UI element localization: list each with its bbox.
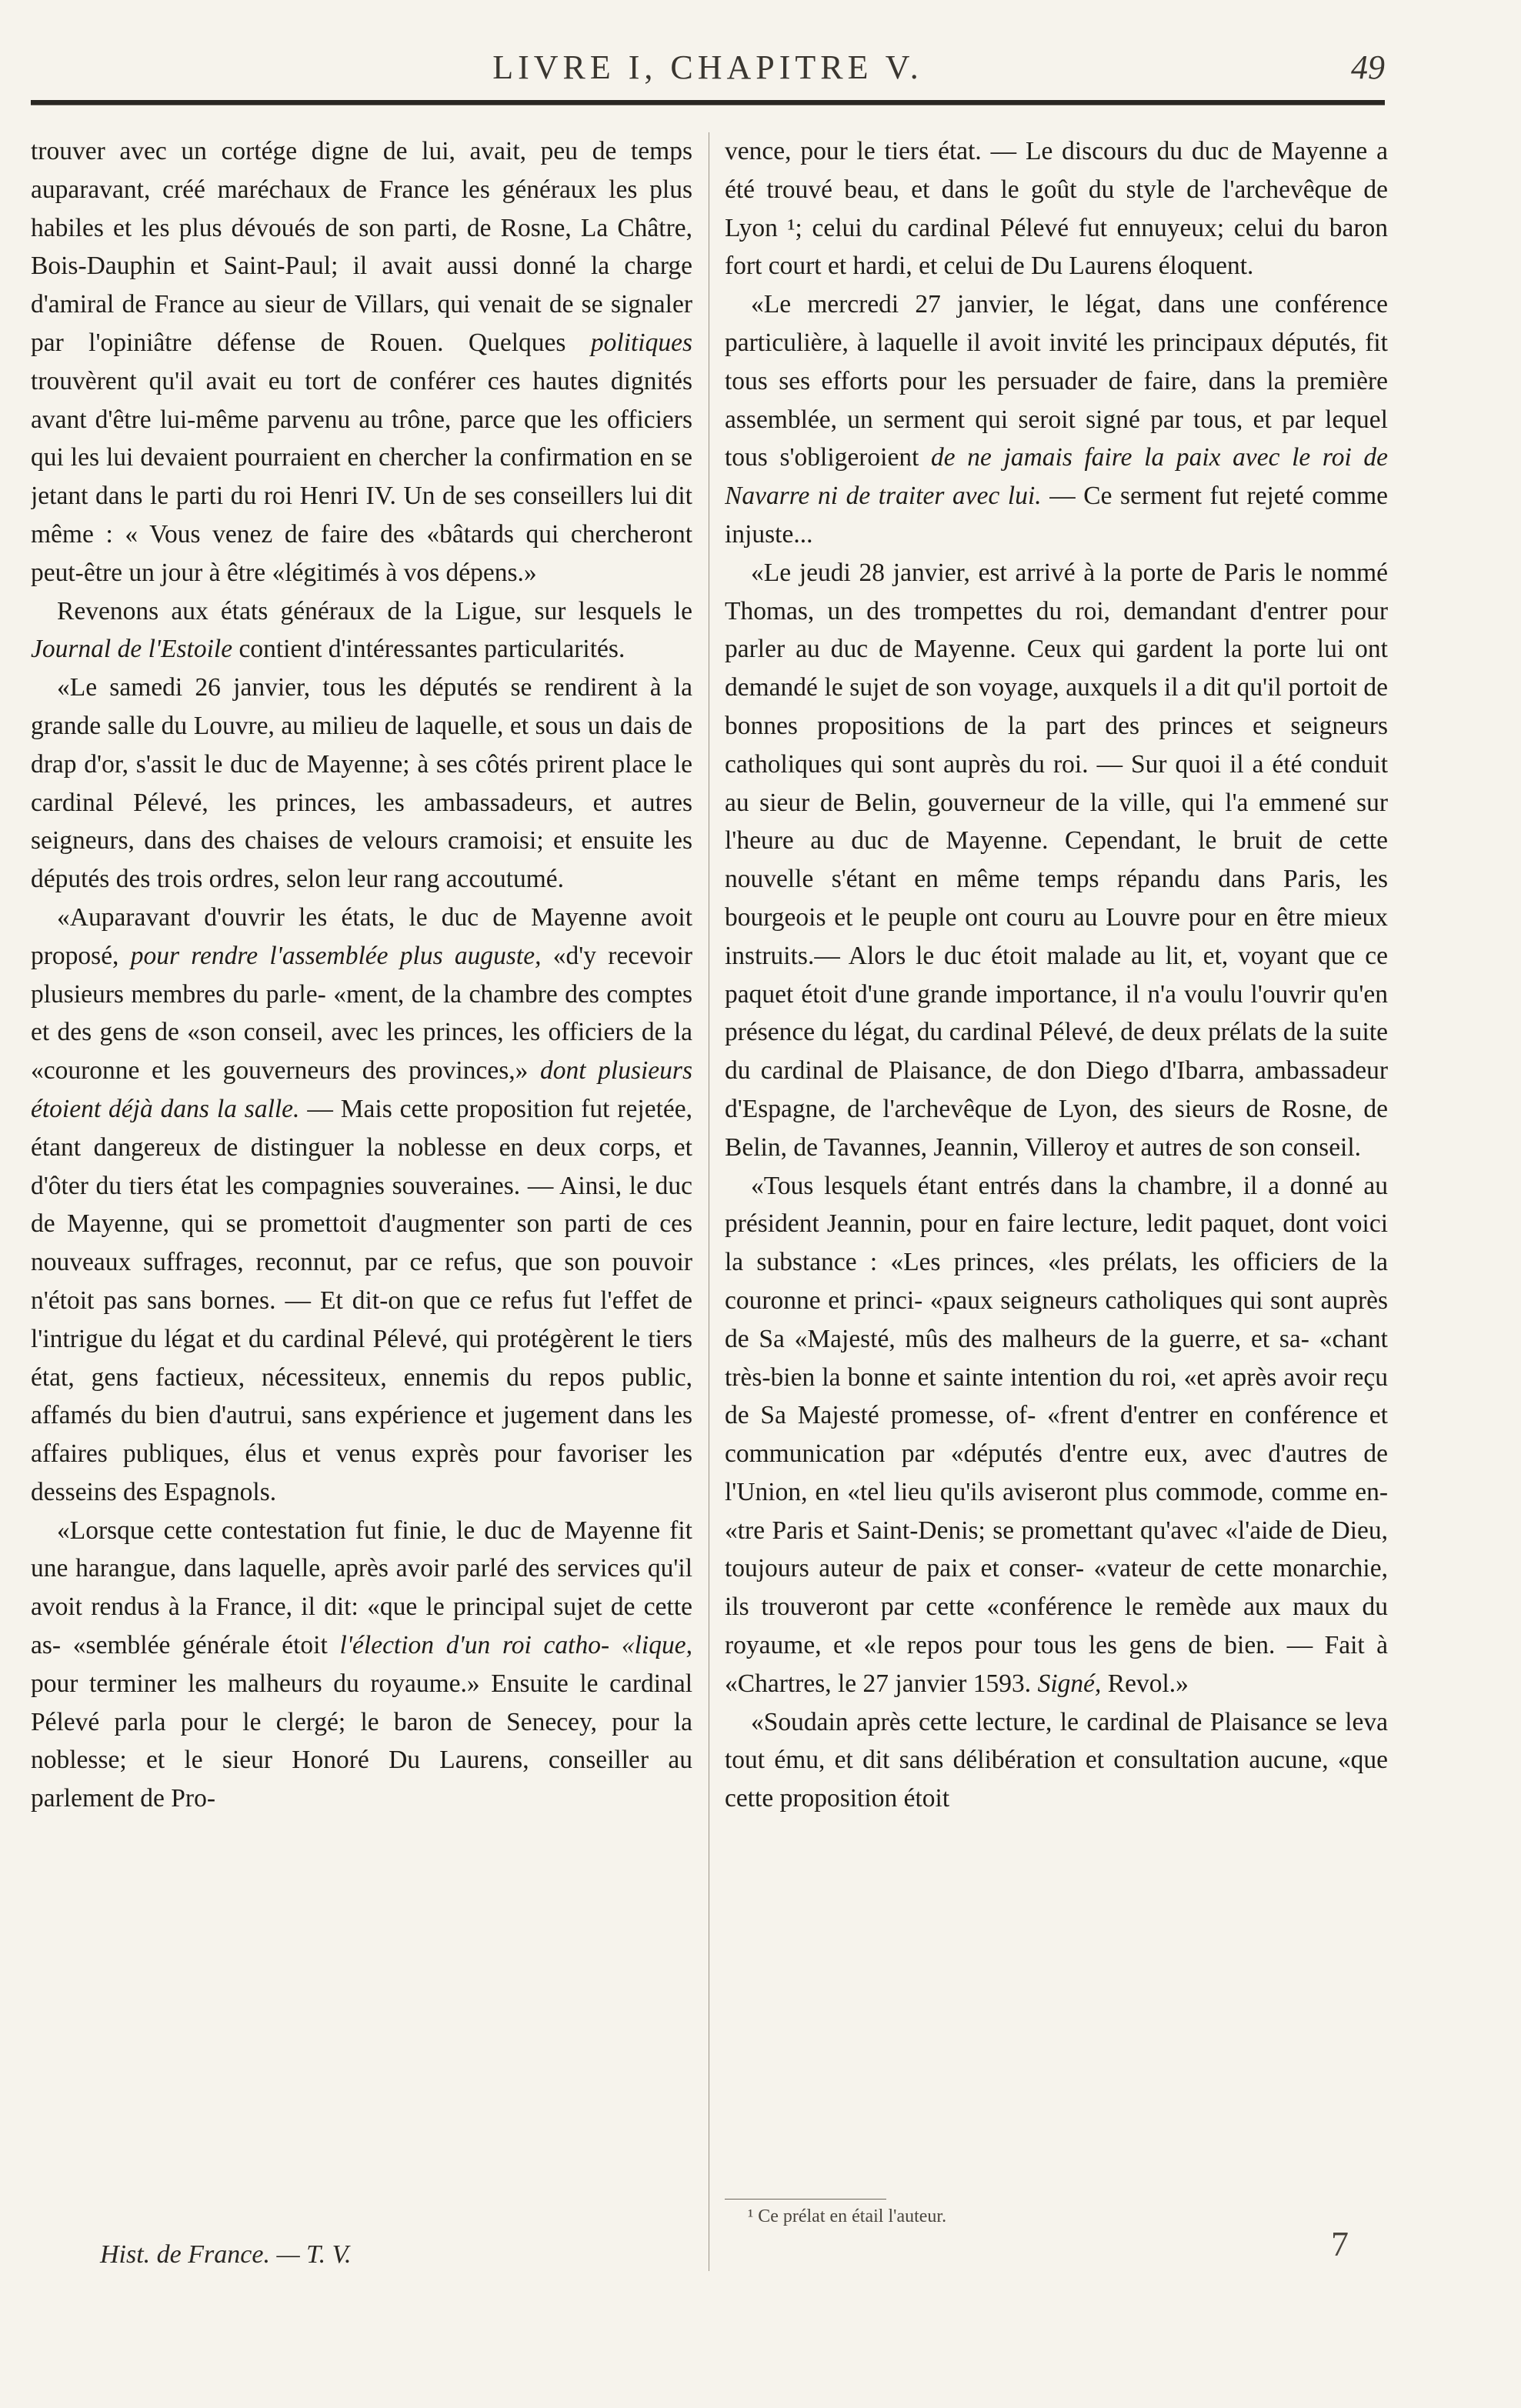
- paragraph: [31, 669, 692, 899]
- footnote-rule: [725, 2199, 886, 2200]
- text-run: — Ce serment fut rejeté comme injuste...: [725, 482, 1388, 549]
- italic-text: pour rendre l'assemblée plus auguste,: [130, 941, 542, 970]
- running-head: [31, 48, 1385, 103]
- paragraph: [725, 285, 1388, 554]
- text-run: trouver avec un cortége digne de lui, avait, peu de temps auparavant, créé maréchaux de France les généraux les plus habiles et les plus dévoués de son parti, de Rosne, La Châtre, Bois-Dauphin et Saint-Paul; il avait aussi donné la charge d'amiral de France au sieur de Villars, qui venait de se signaler par l'opiniâtre défense de Rouen. Quelques: [31, 137, 692, 357]
- text-run: Revenons aux états généraux de la Ligue, sur lesquels le: [57, 596, 692, 625]
- italic-text: Journal de l'Estoile: [31, 635, 233, 664]
- text-run: contient d'intéressantes particularités.: [232, 635, 625, 664]
- italic-text: l'élection d'un roi catho- «lique,: [339, 1631, 692, 1660]
- signature-line: Hist. de France. — T. V.: [100, 2240, 352, 2269]
- text-run: vence, pour le tiers état. — Le discours du duc de Mayenne a été trouvé beau, et dans le goût du style de l'archevêque de Lyon ¹; celui du cardinal Pélevé fut ennuyeux; celui du baron fort court et hardi, et celui de Du Laurens éloquent.: [725, 137, 1388, 281]
- text-run: «Lorsque cette contestation fut finie, le duc de Mayenne fit une harangue, dans laquelle, après avoir parlé des services qu'il avoit rendus à la France, il dit: «que le principal sujet de cette as- «semblée générale étoit: [31, 1516, 692, 1660]
- text-run: «d'y recevoir plusieurs membres du parle- «ment, de la chambre des comptes et des gens de «son conseil, avec les princes, les officiers de la «couronne et les gouverneurs des provinces,»: [31, 941, 692, 1086]
- running-title: LIVRE I, CHAPITRE V.: [492, 48, 923, 86]
- page-number: 49: [1351, 48, 1385, 86]
- text-run: «Le samedi 26 janvier, tous les députés se rendirent à la grande salle du Louvre, au milieu de laquelle, et sous un dais de drap d'or, s'assit le duc de Mayenne; à ses côtés prirent place le cardinal Pélevé, les princes, les ambassadeurs, et autres seigneurs, dans des chaises de velours cramoisi; et ensuite les députés des trois ordres, selon leur rang accoutumé.: [31, 673, 692, 894]
- italic-text: politiques: [590, 328, 692, 357]
- paragraph: [31, 1512, 692, 1818]
- paragraph: [725, 1703, 1388, 1818]
- text-run: «Le mercredi 27 janvier, le légat, dans une conférence particulière, à laquelle il avoit invité les principaux députés, fit tous ses efforts pour les persuader de faire, dans la première assemblée, un serment qui seroit signé par tous, et par lequel tous s'obligeroient: [725, 290, 1388, 472]
- text-run: «Soudain après cette lecture, le cardinal de Plaisance se leva tout ému, et dit sans délibération et consultation aucune, «que cette proposition étoit: [725, 1707, 1388, 1813]
- text-run: trouvèrent qu'il avait eu tort de conférer ces hautes dignités avant d'être lui-même parvenu au trône, parce que les officiers qui les lui devaient pourraient en chercher la confirmation en se jetant dans le parti du roi Henri IV. Un de ses conseillers lui dit même : « Vous venez de faire des «bâtards qui chercheront peut-être un jour à être «légitimés à vos dépens.»: [31, 366, 692, 587]
- left-column: [31, 132, 692, 2256]
- paragraph: [725, 1167, 1388, 1703]
- text-run: «Tous lesquels étant entrés dans la chambre, il a donné au président Jeannin, pour en faire lecture, ledit paquet, dont voici la substance : «Les princes, «les prélats, les officiers de la couronne et princi- «paux seigneurs catholiques qui sont auprès de Sa «Majesté, mûs des malheurs de la guerre, et sa- «chant très-bien la bonne et sainte intention du roi, «et après avoir reçu de Sa Majesté promesse, of- «frent d'entrer en conférence et communication par «députés d'entre eux, avec d'autres de l'Union, en «tel lieu qu'ils aviseront plus commode, comme en- «tre Paris et Saint-Denis; se promettant qu'avec «l'aide de Dieu, toujours auteur de paix et conser- «vateur de cette monarchie, ils trouveront par cette «conférence le remède aux maux du royaume, et «le repos pour tous les gens de bien. — Fait à «Chartres, le 27 janvier 1593.: [725, 1171, 1388, 1698]
- text-run: «Le jeudi 28 janvier, est arrivé à la porte de Paris le nommé Thomas, un des trompettes du roi, demandant d'entrer pour parler au duc de Mayenne. Ceux qui gardent la porte lui ont demandé le sujet de son voyage, auxquels il a dit qu'il portoit de bonnes propositions de la part des princes et seigneurs catholiques qui sont auprès du roi. — Sur quoi il a été conduit au sieur de Belin, gouverneur de la ville, qui l'a emmené sur l'heure au duc de Mayenne. Cependant, le bruit de cette nouvelle s'étant en même temps répandu dans Paris, les bourgeois et le peuple ont couru au Louvre pour en être mieux instruits.— Alors le duc étoit malade au lit, et, voyant que ce paquet étoit d'une grande importance, il n'a voulu l'ouvrir qu'en présence du légat, du cardinal Pélevé, de deux prélats de la suite du cardinal de Plaisance, de don Diego d'Ibarra, ambassadeur d'Espagne, de l'archevêque de Lyon, des sieurs de Rosne, de Belin, de Tavannes, Jeannin, Villeroy et autres de son conseil.: [725, 558, 1388, 1162]
- italic-text: de ne jamais faire la paix avec le roi de Navarre ni de traiter avec lui.: [725, 443, 1388, 511]
- italic-text: dont plusieurs étoient déjà dans la salle.: [31, 1056, 692, 1123]
- paragraph: [725, 132, 1388, 285]
- paragraph: [31, 899, 692, 1512]
- paragraph: [31, 592, 692, 669]
- right-column: [725, 132, 1388, 2256]
- sheet-number: 7: [1331, 2224, 1349, 2263]
- paragraph: [31, 132, 692, 592]
- text-run: pour terminer les malheurs du royaume.» Ensuite le cardinal Pélevé parla pour le clergé; le baron de Senecey, pour la noblesse; et le sieur Honoré Du Laurens, conseiller au parlement de Pro-: [31, 1669, 692, 1813]
- text-run: — Mais cette proposition fut rejetée, étant dangereux de distinguer la noblesse en deux corps, et d'ôter du tiers état les compagnies souveraines. — Ainsi, le duc de Mayenne, qui se promettoit d'augmenter son parti de ces nouveaux suffrages, reconnut, par ce refus, que son pouvoir n'étoit pas sans bornes. — Et dit-on que ce refus fut l'effet de l'intrigue du légat et du cardinal Pélevé, qui protégèrent le tiers état, gens factieux, nécessiteux, ennemis du repos public, affamés du bien d'autrui, sans expérience et jugement dans les affaires publiques, élus et venus exprès pour favoriser les desseins des Espagnols.: [31, 1094, 692, 1506]
- header-rule: [31, 100, 1385, 105]
- text-run: «Auparavant d'ouvrir les états, le duc de Mayenne avoit proposé,: [31, 902, 692, 970]
- text-run: Revol.»: [1101, 1669, 1189, 1698]
- paragraph: [725, 554, 1388, 1167]
- italic-text: Signé,: [1037, 1669, 1102, 1698]
- footnote: ¹ Ce prélat en étail l'auteur.: [748, 2206, 947, 2226]
